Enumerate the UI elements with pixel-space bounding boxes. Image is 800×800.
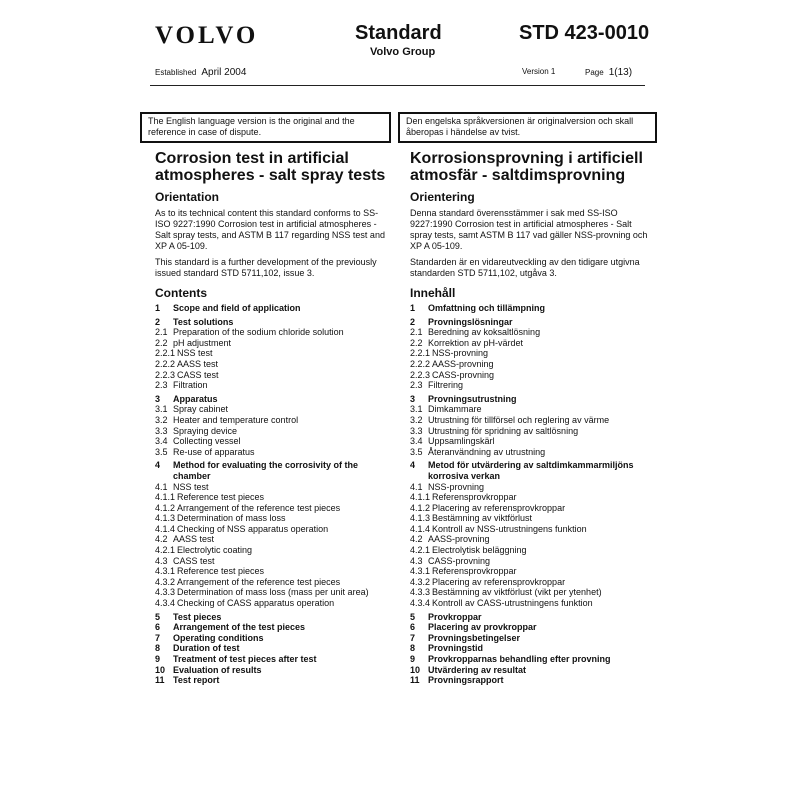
toc-entry [410,633,650,644]
toc-number: 4.3 [410,555,423,566]
swedish-orientation-p1: Denna standard överensstämmer i sak med SS-ISO 9227:1990 Corrosion test in artificial atmospheres - Salt spray tests, samt ASTM B 117 vad gäller NSS-provning och XP A 05-109. [410,208,648,251]
toc-text: Arrangement of the reference test pieces [177,502,341,513]
toc-text: Determination of mass loss (mass per unit area) [177,587,369,598]
toc-text: Kontroll av CASS-utrustningens funktion [432,598,593,609]
toc-text: CASS test [173,555,215,566]
toc-number: 6 [155,622,161,633]
toc-text: Placering av referensprovkroppar [432,576,566,587]
toc-number: 2.1 [155,327,168,338]
toc-number: 4.3.1 [410,566,431,577]
established-field [155,67,246,78]
toc-entry [155,370,390,381]
toc-number: 3.1 [410,404,423,415]
toc-number: 2.2.3 [155,369,176,380]
toc-text: CASS-provning [432,369,495,380]
toc-entry [155,665,390,676]
swedish-doc-title: Korrosionsprovning i artificiell atmosfär - saltdimsprovning [410,150,643,184]
toc-text: Korrektion av pH-värdet [428,337,524,348]
toc-entry [155,482,390,493]
toc-text: Dimkammare [428,404,482,415]
toc-text: AASS test [173,534,215,545]
toc-text: pH adjustment [173,337,232,348]
toc-entry [410,622,650,633]
toc-number: 4.1.3 [155,513,176,524]
toc-number: 4.3.3 [410,587,431,598]
toc-number: 2.3 [155,380,168,391]
toc-number: 2 [155,316,161,327]
toc-text: Reference test pieces [177,492,265,503]
toc-entry [155,404,390,415]
toc-entry [155,394,390,405]
toc-text: Filtration [173,380,208,391]
toc-number: 3.3 [410,425,423,436]
toc-number: 4.1.4 [155,523,176,534]
toc-entry [155,348,390,359]
toc-number: 2 [410,316,416,327]
established-label: Established [155,68,197,77]
english-notice-box [140,112,391,143]
toc-text: Provkropparnas behandling efter provning [428,654,611,664]
toc-number: 4 [155,460,161,471]
toc-text: CASS-provning [428,555,491,566]
toc-text: Apparatus [173,393,218,404]
toc-number: 4.3.3 [155,587,176,598]
english-column [155,150,390,686]
toc-text: Electrolytisk beläggning [432,545,527,556]
swedish-notice: Den engelska språkversionen är originalversion och skall åberopas i händelse av tvist. [406,116,634,137]
toc-text: Omfattning och tillämpning [428,303,545,313]
toc-text: Utrustning för tillförsel och reglering av värme [428,414,610,425]
swedish-notice-box [398,112,657,143]
toc-entry [410,503,650,514]
toc-entry [410,436,650,447]
toc-text: Provningstid [428,643,484,654]
standard-number: STD 423-0010 [519,22,650,44]
toc-number: 3.5 [155,446,168,457]
toc-entry [410,566,650,577]
toc-entry [155,556,390,567]
toc-text: Filtrering [428,380,464,391]
toc-text: Checking of NSS apparatus operation [177,523,329,534]
toc-entry [410,513,650,524]
toc-text: Bestämning av viktförlust [432,513,533,524]
toc-text: Spray cabinet [173,404,229,415]
toc-number: 10 [155,664,166,675]
toc-text: Collecting vessel [173,436,241,447]
toc-text: Bestämning av viktförlust (vikt per ytenhet) [432,587,602,598]
toc-text: NSS-provning [428,481,485,492]
toc-number: 11 [155,675,165,686]
toc-entry [155,633,390,644]
toc-number: 3.5 [410,446,423,457]
toc-text: NSS test [173,481,209,492]
swedish-contents-heading: Innehåll [410,286,456,300]
toc-entry [155,492,390,503]
swedish-orientation-p2: Standarden är en vidareutveckling av den tidigare utgivna standarden STD 5711,102, utgåva 3. [410,257,640,278]
toc-entry [410,598,650,609]
toc-text: NSS-provning [432,348,489,359]
swedish-toc [410,303,650,686]
toc-entry [155,460,390,481]
toc-number: 4.2.1 [410,545,431,556]
toc-entry [410,404,650,415]
toc-entry [410,654,650,665]
toc-text: Återanvändning av utrustning [428,446,546,457]
toc-text: Test solutions [173,316,234,327]
toc-text: Determination of mass loss [177,513,286,524]
toc-entry [410,612,650,623]
toc-number: 8 [410,643,416,654]
toc-number: 2.2.1 [155,348,176,359]
toc-entry [410,492,650,503]
toc-text: Operating conditions [173,632,264,643]
toc-number: 4.3.1 [155,566,176,577]
toc-number: 7 [155,632,161,643]
toc-entry [155,622,390,633]
toc-text: NSS test [177,348,213,359]
toc-number: 4.1.1 [155,492,176,503]
toc-number: 1 [155,303,161,313]
toc-text: Heater and temperature control [173,414,299,425]
header-divider [150,85,645,86]
toc-entry [410,587,650,598]
page-value: 1(13) [608,67,633,78]
toc-text: Provningsutrustning [428,393,517,404]
toc-text: Provningsrapport [428,675,504,686]
toc-text: Uppsamlingskärl [428,436,495,447]
toc-entry [155,598,390,609]
toc-text: Placering av provkroppar [428,622,537,633]
toc-number: 4.3.4 [410,598,431,609]
toc-entry [155,503,390,514]
toc-number: 4.1.3 [410,513,431,524]
toc-entry [410,556,650,567]
toc-number: 5 [155,611,161,622]
toc-text: Method for evaluating the corrosivity of the chamber [173,460,359,481]
toc-text: Arrangement of the test pieces [173,622,306,633]
toc-entry [155,577,390,588]
english-notice: The English language version is the original and the reference in case of dispute. [148,116,355,137]
toc-text: Checking of CASS apparatus operation [177,598,335,609]
toc-number: 11 [410,675,420,686]
toc-text: Beredning av koksaltlösning [428,327,541,338]
toc-number: 4.1 [410,481,423,492]
page-field [585,67,632,78]
toc-text: Treatment of test pieces after test [173,654,317,664]
toc-entry [410,359,650,370]
toc-number: 2.2 [410,337,423,348]
toc-text: Utrustning för spridning av saltlösning [428,425,579,436]
english-doc-title: Corrosion test in artificial atmospheres - salt spray tests [155,150,386,184]
english-orientation-p2: This standard is a further development of the previously issued standard STD 5711,102, issue 3. [155,257,377,278]
toc-entry [155,587,390,598]
toc-entry [155,524,390,535]
volvo-logo: VOLVO [155,22,259,49]
toc-entry [155,513,390,524]
toc-entry [410,426,650,437]
toc-entry [155,436,390,447]
toc-number: 2.3 [410,380,423,391]
toc-number: 3.2 [410,414,423,425]
toc-entry [155,426,390,437]
toc-entry [155,415,390,426]
english-orientation-heading: Orientation [155,190,220,204]
toc-text: Provningsbetingelser [428,632,521,643]
toc-entry [155,317,390,328]
toc-number: 2.2.1 [410,348,431,359]
toc-entry [410,394,650,405]
toc-text: CASS test [177,369,219,380]
toc-text: Test pieces [173,611,222,622]
toc-entry [410,303,650,314]
toc-text: Kontroll av NSS-utrustningens funktion [432,523,587,534]
toc-number: 1 [410,303,416,313]
toc-entry [410,380,650,391]
toc-number: 3.1 [155,404,168,415]
toc-text: Spraying device [173,425,238,436]
toc-number: 3 [410,393,416,404]
toc-number: 2.2.2 [410,358,431,369]
toc-number: 4.1 [155,481,168,492]
toc-text: Scope and field of application [173,303,301,313]
toc-entry [410,643,650,654]
english-orientation-p1: As to its technical content this standard conforms to SS-ISO 9227:1990 Corrosion test in artificial atmospheres - Salt spray tests, and ASTM B 117 regarding NSS test and XP A 05-109. [155,208,385,251]
toc-text: Referensprovkroppar [432,492,517,503]
toc-number: 7 [410,632,416,643]
english-contents-heading: Contents [155,286,207,300]
toc-text: AASS test [177,358,219,369]
toc-text: AASS-provning [428,534,490,545]
toc-number: 4.3 [155,555,168,566]
toc-text: Test report [173,675,220,686]
toc-number: 3.4 [155,436,168,447]
toc-number: 2.2 [155,337,168,348]
toc-entry [410,338,650,349]
toc-text: Metod för utvärdering av saltdimkammarmiljöns korrosiva verkan [428,460,634,481]
toc-number: 4.2.1 [155,545,176,556]
toc-number: 10 [410,664,421,675]
toc-entry [155,359,390,370]
toc-text: Utvärdering av resultat [428,664,527,675]
version-label: Version 1 [522,67,556,76]
toc-number: 9 [410,654,416,664]
toc-number: 4 [410,460,416,471]
toc-number: 5 [410,611,416,622]
toc-number: 4.2 [155,534,168,545]
toc-number: 3.3 [155,425,168,436]
standard-title: Standard [355,22,442,44]
toc-text: Placering av referensprovkroppar [432,502,566,513]
established-value: April 2004 [201,67,247,78]
toc-entry [410,482,650,493]
toc-entry [155,338,390,349]
toc-entry [410,577,650,588]
toc-number: 4.3.2 [155,576,176,587]
toc-entry [410,447,650,458]
toc-number: 4.2 [410,534,423,545]
toc-text: Electrolytic coating [177,545,253,556]
toc-number: 2.2.3 [410,369,431,380]
toc-entry [155,654,390,665]
toc-number: 6 [410,622,416,633]
toc-text: Referensprovkroppar [432,566,517,577]
toc-text: Duration of test [173,643,240,654]
toc-entry [410,524,650,535]
swedish-column [410,150,650,686]
toc-entry [155,545,390,556]
toc-number: 2.2.2 [155,358,176,369]
toc-entry [410,534,650,545]
toc-text: Preparation of the sodium chloride solution [173,327,344,338]
toc-entry [410,545,650,556]
toc-entry [155,303,390,314]
toc-text: AASS-provning [432,358,494,369]
toc-number: 3.4 [410,436,423,447]
toc-number: 3.2 [155,414,168,425]
swedish-orientation-heading: Orientering [410,190,475,204]
toc-entry [155,534,390,545]
toc-entry [155,612,390,623]
toc-entry [155,380,390,391]
toc-number: 4.1.4 [410,523,431,534]
toc-entry [155,447,390,458]
toc-number: 3 [155,393,161,404]
toc-entry [410,348,650,359]
toc-entry [410,415,650,426]
toc-text: Reference test pieces [177,566,265,577]
toc-entry [410,317,650,328]
toc-entry [410,665,650,676]
toc-number: 2.1 [410,327,423,338]
toc-entry [155,327,390,338]
toc-number: 4.1.2 [155,502,176,513]
toc-number: 8 [155,643,161,654]
toc-entry [410,675,650,686]
english-toc [155,303,390,686]
toc-entry [410,327,650,338]
toc-text: Provningslösningar [428,316,513,327]
toc-number: 4.3.4 [155,598,176,609]
toc-number: 4.3.2 [410,576,431,587]
toc-entry [155,643,390,654]
toc-entry [155,675,390,686]
toc-text: Provkroppar [428,611,482,622]
toc-text: Evaluation of results [173,664,262,675]
toc-number: 4.1.2 [410,502,431,513]
toc-entry [410,370,650,381]
toc-number: 4.1.1 [410,492,431,503]
toc-text: Arrangement of the reference test pieces [177,576,341,587]
toc-entry [410,460,650,481]
toc-entry [155,566,390,577]
toc-text: Re-use of apparatus [173,446,255,457]
standard-subtitle: Volvo Group [370,46,436,58]
page-label: Page [585,68,604,77]
toc-number: 9 [155,654,161,664]
